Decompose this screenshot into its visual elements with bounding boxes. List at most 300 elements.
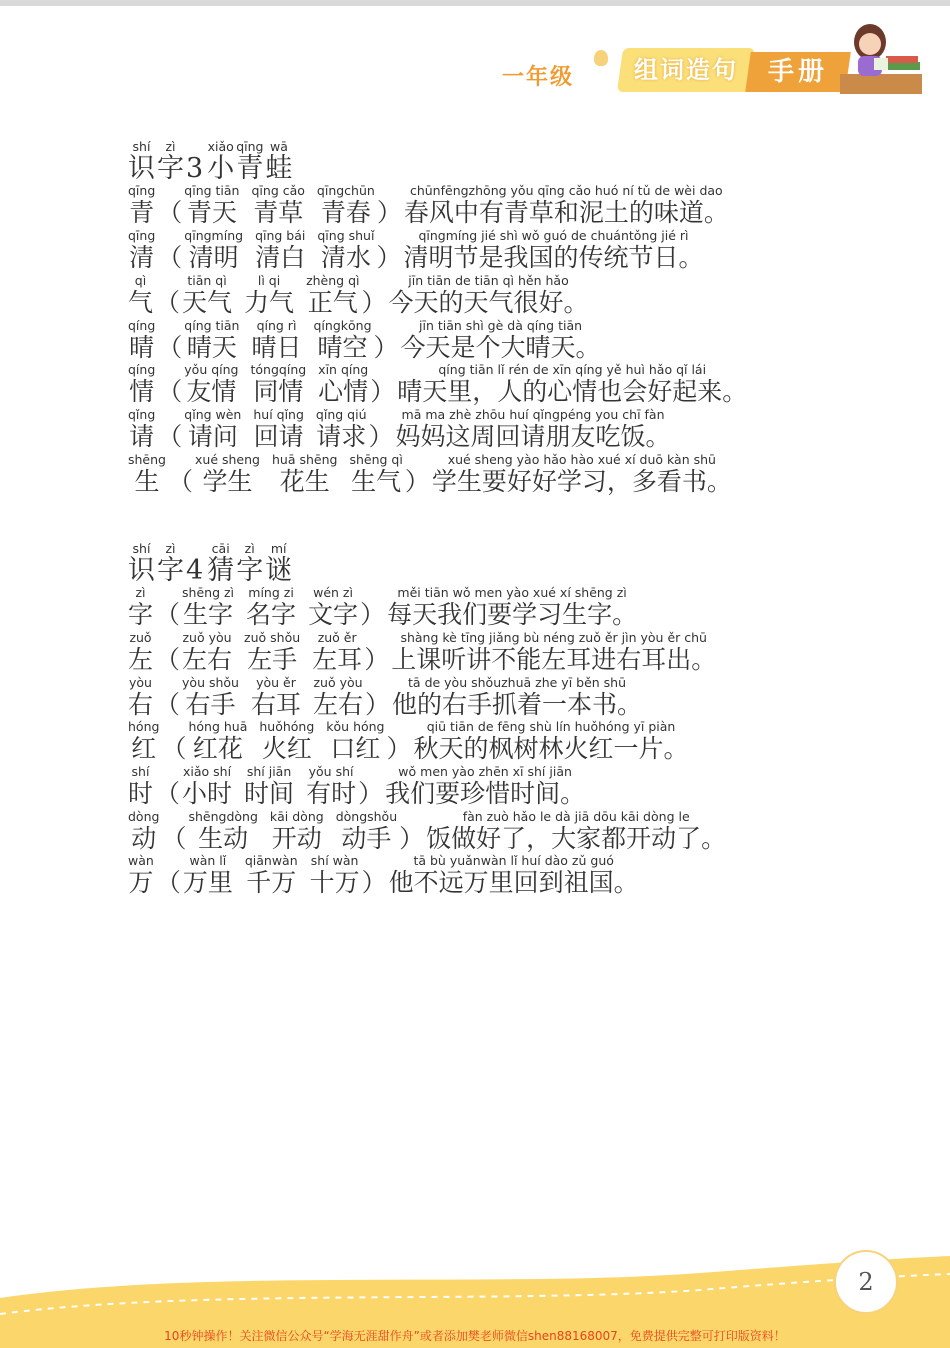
pinyin: shí: [132, 541, 151, 556]
pinyin: fàn zuò hǎo le dà jiā dōu kāi dòng le: [462, 809, 690, 824]
word-unit: [184, 319, 239, 363]
hanzi: 左手: [247, 645, 298, 674]
word-unit: [184, 408, 241, 452]
word-unit: [236, 542, 263, 586]
pinyin: zuǒ shǒu: [244, 630, 301, 645]
hanzi: 猜: [207, 555, 235, 586]
pinyin: shàng kè tīng jiǎng bù néng zuǒ ěr jìn yòu ěr chū: [400, 630, 707, 645]
hanzi: 左右: [182, 645, 233, 674]
pinyin: huí qǐng: [253, 407, 304, 422]
vocab-line: [128, 453, 734, 497]
word-unit: [405, 453, 430, 497]
hanzi: （: [157, 333, 183, 362]
pinyin: zuǒ yòu: [313, 675, 363, 690]
word-unit: [361, 274, 386, 318]
vocab-line: [128, 720, 691, 764]
hanzi: 时间: [244, 779, 295, 808]
vocab-line: [128, 319, 603, 363]
hanzi: 秋天的枫树林火红一片。: [413, 734, 689, 763]
pinyin: qiānwàn: [244, 853, 298, 868]
hanzi: 晴日: [251, 333, 302, 362]
pinyin: qǐng qiú: [315, 407, 367, 422]
word-unit: [389, 274, 589, 318]
pinyin: [387, 720, 412, 734]
hanzi: 右耳: [250, 690, 301, 719]
pinyin: tā de yòu shǒuzhuā zhe yī běn shū: [408, 675, 627, 690]
pinyin: [157, 363, 182, 377]
word-unit: [426, 810, 726, 854]
word-unit: [308, 586, 358, 630]
hanzi: 3: [186, 153, 204, 184]
hanzi: 字: [157, 555, 184, 586]
word-unit: [255, 229, 305, 273]
word-unit: [157, 140, 184, 184]
pinyin: xīn qíng: [318, 362, 369, 377]
word-unit: [306, 274, 359, 318]
word-unit: [244, 274, 294, 318]
title-badge-right: [745, 52, 851, 92]
hanzi: 天气: [182, 288, 233, 317]
lesson-title-3: [128, 140, 294, 184]
hanzi: 花生: [279, 467, 330, 496]
word-unit: [128, 363, 155, 407]
pinyin: [155, 274, 180, 288]
hanzi: ）: [365, 690, 391, 719]
pinyin: shēngdòng: [188, 809, 258, 824]
pinyin: qīng bái: [255, 228, 306, 243]
pinyin: chūnfēngzhōng yǒu qīng cǎo huó ní tǔ de wèi dao: [409, 183, 723, 198]
pinyin: qiū tiān de fēng shù lín huǒhóng yī piàn: [426, 719, 676, 734]
vocab-line: [128, 631, 718, 675]
word-unit: [155, 274, 180, 318]
pinyin: [358, 765, 383, 779]
word-unit: [312, 631, 362, 675]
pinyin: qīng cǎo: [251, 183, 305, 198]
pinyin: [155, 676, 180, 690]
pinyin: wǒ men yào zhēn xī shí jiān: [398, 764, 572, 779]
pinyin: qīngmíng: [184, 228, 244, 243]
word-unit: [365, 676, 390, 720]
vocab-line: [128, 408, 673, 452]
pinyin: shēng zì: [182, 585, 235, 600]
hanzi: ）: [360, 600, 386, 629]
word-unit: [155, 765, 180, 809]
pinyin: [362, 854, 387, 868]
footer-note: 10秒钟操作！关注微信公众号“学海无涯甜作舟”或者添加樊老师微信shen88168007，免费提供完整可打印版资料！: [164, 1329, 786, 1343]
word-unit: [414, 720, 689, 764]
pinyin: qīng: [128, 183, 156, 198]
pinyin: qíng rì: [256, 318, 297, 333]
word-unit: [272, 453, 337, 497]
hanzi: 清白: [255, 243, 306, 272]
hanzi: 晴天里，人的心情也会好起来。: [397, 377, 748, 406]
pinyin: qì: [134, 273, 147, 288]
hanzi: 字: [236, 555, 264, 586]
word-unit: [207, 140, 234, 184]
hanzi: （: [155, 779, 181, 808]
word-unit: [376, 229, 401, 273]
pinyin: zuǒ yòu: [182, 630, 232, 645]
hanzi: 同情: [253, 377, 304, 406]
hanzi: 开动: [271, 824, 322, 853]
hanzi: 生字: [183, 600, 234, 629]
vocab-line: [128, 363, 749, 407]
hanzi: 青: [236, 153, 264, 184]
word-unit: [157, 184, 182, 228]
hanzi: ）: [373, 333, 399, 362]
hanzi: （: [157, 377, 183, 406]
hanzi: 学生: [202, 467, 253, 496]
word-unit: [251, 184, 304, 228]
word-unit: [184, 229, 243, 273]
pinyin: yòu shǒu: [182, 675, 239, 690]
word-unit: [128, 229, 155, 273]
word-unit: [128, 408, 155, 452]
word-unit: [326, 720, 384, 764]
pinyin: wàn: [128, 853, 154, 868]
pinyin: yòu: [129, 675, 152, 690]
pinyin: qīngmíng jié shì wǒ guó de chuántǒng jié rì: [418, 228, 689, 243]
pinyin: hóng huā: [188, 719, 248, 734]
pinyin: [155, 631, 180, 645]
hanzi: ）: [358, 779, 384, 808]
word-unit: [207, 542, 234, 586]
hanzi: ）: [364, 645, 390, 674]
hanzi: （: [155, 288, 181, 317]
pinyin: mí: [270, 541, 287, 556]
pinyin: cāi: [211, 541, 230, 556]
page-header: [502, 42, 922, 92]
hanzi: 学生要好好学习，多看书。: [431, 467, 732, 496]
hanzi: 晴天: [186, 333, 237, 362]
hanzi: ）: [386, 734, 412, 763]
pinyin: qíngkōng: [313, 318, 372, 333]
pinyin: tiān qì: [187, 273, 227, 288]
word-unit: [392, 676, 642, 720]
word-unit: [362, 854, 387, 898]
word-unit: [128, 631, 153, 675]
word-unit: [349, 453, 402, 497]
word-unit: [155, 676, 180, 720]
word-unit: [128, 274, 153, 318]
pinyin: mā ma zhè zhōu huí qǐngpéng you chī fàn: [401, 407, 665, 422]
pinyin: wén zì: [313, 585, 353, 600]
pinyin: [186, 140, 203, 154]
hanzi: 左: [128, 645, 154, 674]
word-unit: [401, 319, 601, 363]
title-right-text: 手册: [767, 57, 828, 87]
pinyin: zì: [135, 585, 146, 600]
hanzi: 右: [128, 690, 154, 719]
hanzi: 我们要珍惜时间。: [385, 779, 586, 808]
word-unit: [128, 676, 153, 720]
pinyin: [157, 408, 182, 422]
word-unit: [161, 810, 186, 854]
word-unit: [157, 542, 184, 586]
hanzi: ）: [376, 243, 402, 272]
hanzi: 字: [128, 600, 154, 629]
hanzi: （: [155, 645, 181, 674]
pinyin: [360, 586, 385, 600]
word-unit: [318, 363, 368, 407]
hanzi: 力气: [244, 288, 295, 317]
word-unit: [182, 765, 232, 809]
pinyin: qīng: [236, 139, 264, 154]
hanzi: 名字: [246, 600, 297, 629]
hanzi: 请: [129, 422, 155, 451]
hanzi: 识: [128, 555, 155, 586]
word-unit: [391, 631, 716, 675]
hanzi: ）: [361, 288, 387, 317]
pinyin: yòu ěr: [256, 675, 296, 690]
hanzi: 红: [131, 734, 157, 763]
hanzi: 正气: [307, 288, 358, 317]
word-unit: [184, 363, 238, 407]
vocab-line: [128, 274, 591, 318]
word-unit: [128, 586, 153, 630]
hanzi: （: [161, 824, 187, 853]
pinyin: zì: [244, 541, 255, 556]
hanzi: 左耳: [312, 645, 363, 674]
hanzi: 晴空: [317, 333, 368, 362]
word-unit: [161, 720, 186, 764]
word-unit: [188, 810, 257, 854]
girl-reading-illustration: [840, 22, 922, 94]
hanzi: 青草: [253, 198, 304, 227]
vocab-line: [128, 676, 644, 720]
hanzi: 生: [134, 467, 160, 496]
pinyin: qǐng wèn: [184, 407, 242, 422]
word-unit: [369, 408, 394, 452]
word-unit: [236, 140, 263, 184]
word-unit: [128, 319, 155, 363]
hanzi: 他的右手抓着一本书。: [392, 690, 643, 719]
word-unit: [155, 631, 180, 675]
title-left-text: 组词造句: [634, 56, 738, 84]
pinyin: xiǎo: [207, 139, 234, 154]
hanzi: （: [157, 422, 183, 451]
grade-label: 一年级: [502, 65, 575, 90]
vocab-line: [128, 184, 731, 228]
word-unit: [128, 720, 159, 764]
pinyin: zì: [165, 541, 176, 556]
pinyin: [156, 854, 181, 868]
word-unit: [128, 453, 166, 497]
hanzi: （: [167, 467, 193, 496]
word-unit: [399, 810, 424, 854]
hanzi: （: [155, 868, 181, 897]
hanzi: （: [161, 734, 187, 763]
hanzi: 有时: [306, 779, 357, 808]
hanzi: 回请: [253, 422, 304, 451]
word-unit: [128, 542, 155, 586]
pinyin: shí: [132, 139, 151, 154]
pinyin: zì: [165, 139, 176, 154]
hanzi: 谜: [265, 555, 293, 586]
word-unit: [265, 140, 292, 184]
word-unit: [128, 854, 154, 898]
hanzi: ）: [376, 198, 402, 227]
pinyin: [374, 319, 399, 333]
pinyin: qīng: [128, 228, 156, 243]
pinyin: hóng: [128, 719, 160, 734]
pinyin: shí wàn: [310, 853, 359, 868]
pinyin: [186, 542, 203, 556]
word-unit: [387, 586, 637, 630]
hanzi: 时: [128, 779, 154, 808]
word-unit: [397, 363, 747, 407]
hanzi: 青天: [186, 198, 237, 227]
pinyin: dòng: [128, 809, 160, 824]
hanzi: 右手: [185, 690, 236, 719]
pinyin: qíng: [128, 362, 156, 377]
word-unit: [403, 229, 703, 273]
pinyin: [157, 229, 182, 243]
word-unit: [157, 229, 182, 273]
word-unit: [316, 408, 367, 452]
hanzi: 小: [207, 153, 235, 184]
hanzi: 4: [186, 555, 204, 586]
word-unit: [377, 184, 402, 228]
pinyin: shí: [131, 764, 150, 779]
word-unit: [270, 810, 324, 854]
hanzi: 情: [129, 377, 155, 406]
pinyin: [364, 631, 389, 645]
pinyin: huǒhóng: [259, 719, 315, 734]
word-unit: [358, 765, 383, 809]
hanzi: 火红: [261, 734, 312, 763]
hanzi: （: [157, 243, 183, 272]
hanzi: 清: [129, 243, 155, 272]
hanzi: 识: [128, 153, 155, 184]
pinyin: xué sheng yào hǎo hào xué xí duō kàn shū: [447, 452, 716, 467]
pinyin: [399, 810, 424, 824]
word-unit: [360, 586, 385, 630]
pinyin: lì qi: [257, 273, 281, 288]
pinyin: qīng tiān: [184, 183, 240, 198]
word-unit: [182, 676, 239, 720]
pinyin: qíng tiān lǐ rén de xīn qíng yě huì hǎo qǐ lái: [438, 362, 707, 377]
word-unit: [182, 274, 232, 318]
word-unit: [259, 720, 314, 764]
hanzi: 气: [128, 288, 154, 317]
word-unit: [182, 631, 232, 675]
hanzi: 清水: [320, 243, 371, 272]
hanzi: 文字: [308, 600, 359, 629]
top-border: [0, 0, 950, 6]
hanzi: 千万: [246, 868, 297, 897]
hanzi: 友情: [186, 377, 237, 406]
pinyin: qǐng: [128, 407, 156, 422]
word-unit: [385, 765, 585, 809]
word-unit: [310, 854, 360, 898]
hanzi: 字: [157, 153, 184, 184]
hanzi: ）: [368, 422, 394, 451]
word-unit: [168, 453, 193, 497]
pinyin: zhèng qì: [306, 273, 360, 288]
hanzi: 十万: [309, 868, 360, 897]
word-unit: [244, 765, 294, 809]
word-unit: [364, 631, 389, 675]
word-unit: [157, 408, 182, 452]
word-unit: [336, 810, 397, 854]
pinyin: xiǎo shí: [183, 764, 232, 779]
word-unit: [251, 676, 301, 720]
word-unit: [389, 854, 639, 898]
pinyin: kǒu hóng: [326, 719, 385, 734]
hanzi: ）: [361, 868, 387, 897]
hanzi: 红花: [192, 734, 243, 763]
hanzi: 心情: [318, 377, 369, 406]
word-unit: [245, 854, 298, 898]
pinyin: yǒu shí: [308, 764, 354, 779]
pinyin: jīn tiān shì gè dà qíng tiān: [419, 318, 583, 333]
pinyin: shēng qì: [349, 452, 403, 467]
vocab-line: [128, 586, 639, 630]
hanzi: 晴: [129, 333, 155, 362]
word-unit: [387, 720, 412, 764]
hanzi: 动手: [341, 824, 392, 853]
word-unit: [396, 408, 671, 452]
pinyin: huā shēng: [271, 452, 338, 467]
word-unit: [246, 586, 296, 630]
word-unit: [374, 319, 399, 363]
word-unit: [314, 319, 372, 363]
hanzi: 青春: [320, 198, 371, 227]
word-unit: [244, 631, 300, 675]
word-unit: [370, 363, 395, 407]
pinyin: tā bù yuǎnwàn lǐ huí dào zǔ guó: [413, 853, 614, 868]
pinyin: qīng shuǐ: [317, 228, 375, 243]
hanzi: 今天的天气很好。: [388, 288, 589, 317]
lightbulb-icon: [594, 50, 608, 66]
hanzi: 上课听讲不能左耳进右耳出。: [391, 645, 717, 674]
hanzi: 小时: [182, 779, 233, 808]
hanzi: 请问: [187, 422, 238, 451]
pinyin: dòngshǒu: [335, 809, 398, 824]
pinyin: qīngchūn: [316, 183, 375, 198]
vocab-line: [128, 229, 705, 273]
word-unit: [186, 542, 203, 586]
pinyin: měi tiān wǒ men yào xué xí shēng zì: [397, 585, 627, 600]
hanzi: 清明: [188, 243, 239, 272]
pinyin: [155, 765, 180, 779]
hanzi: ）: [399, 824, 425, 853]
title-badge-left: [617, 48, 755, 92]
word-unit: [251, 363, 307, 407]
pinyin: [369, 408, 394, 422]
word-unit: [128, 765, 153, 809]
word-unit: [182, 586, 234, 630]
pinyin: zuǒ: [129, 630, 152, 645]
pinyin: [161, 810, 186, 824]
pinyin: shí jiān: [246, 764, 292, 779]
pinyin: shēng: [128, 452, 166, 467]
word-unit: [157, 363, 182, 407]
pinyin: [365, 676, 390, 690]
pinyin: yǒu qíng: [184, 362, 239, 377]
word-unit: [186, 140, 203, 184]
word-unit: [317, 229, 374, 273]
hanzi: ）: [370, 377, 396, 406]
hanzi: （: [155, 600, 181, 629]
pinyin: [376, 229, 401, 243]
vocab-line: [128, 854, 641, 898]
hanzi: 今天是个大晴天。: [400, 333, 601, 362]
hanzi: 春风中有青草和泥土的味道。: [403, 198, 729, 227]
hanzi: 他不远万里回到祖国。: [388, 868, 639, 897]
page-footer: [0, 1228, 950, 1348]
